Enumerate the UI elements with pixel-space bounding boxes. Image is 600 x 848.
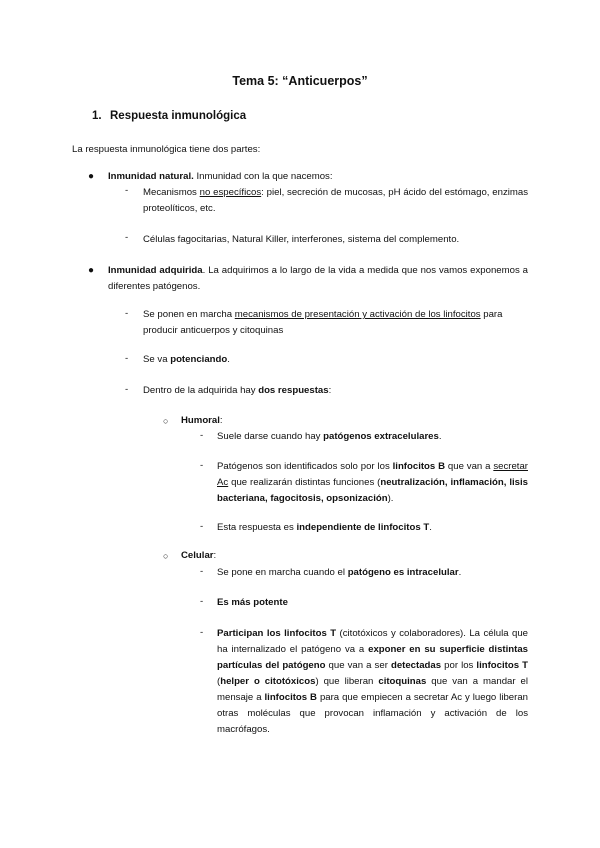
dash-marker: -: [200, 566, 204, 577]
adquirida-label: Inmunidad adquirida: [108, 265, 203, 276]
circle-marker: ○: [163, 416, 169, 426]
humoral-item-1: [217, 429, 528, 445]
text-run: que van a mandar el mensaje a: [217, 676, 528, 703]
humoral-item-3: [217, 520, 528, 536]
adquirida-text: . La adquirimos a lo largo de la vida a medida que nos vamos exponemos a diferentes patógenos.: [108, 265, 529, 292]
text-run: Suele darse cuando hay: [217, 431, 324, 442]
text-run: (citotóxicos y colaboradores). La célula que ha internalizado el patógeno va a: [217, 628, 528, 655]
dash-marker: -: [125, 353, 129, 364]
bold-text: dos respuestas: [258, 385, 329, 396]
bold-text: patógenos extracelulares: [323, 431, 439, 442]
underlined-text: secretar Ac: [217, 461, 528, 488]
dash-marker: -: [125, 308, 129, 319]
humoral-label: Humoral: [181, 415, 220, 426]
adquirida-item-2: [143, 352, 528, 368]
bold-text: linfocitos B: [392, 461, 446, 472]
bold-text: Es más potente: [217, 597, 288, 608]
text-run: .: [429, 522, 432, 533]
text-run: ).: [387, 493, 394, 504]
text-run: :: [328, 385, 332, 396]
text-run: .: [458, 567, 462, 578]
text-run: Patógenos son identificados solo por los: [217, 461, 393, 472]
bullet-marker: ●: [88, 265, 95, 276]
natural-text: Inmunidad con la que nacemos:: [193, 171, 333, 182]
text-run: que van a ser: [325, 660, 391, 671]
text-run: ) que liberan: [315, 676, 379, 687]
text-run: para producir anticuerpos y citoquinas: [143, 309, 503, 336]
bold-text: linfocitos B: [264, 692, 317, 703]
adquirida-paragraph: [108, 263, 528, 295]
text-run: .: [227, 354, 230, 365]
underlined-text: mecanismos de presentación y activación de los linfocitos: [234, 309, 481, 320]
circle-marker: ○: [163, 551, 169, 561]
dash-marker: -: [200, 596, 204, 607]
celular-item-1: [217, 565, 528, 581]
bullet-marker: ●: [88, 171, 95, 182]
bold-text: citoquinas: [378, 676, 427, 687]
humoral-item-2: [217, 459, 528, 507]
bold-text: exponer en su superficie distintas partículas del patógeno: [217, 644, 529, 671]
dash-marker: -: [125, 232, 129, 243]
intro-text: La respuesta inmunológica tiene dos partes:: [72, 144, 261, 155]
dash-marker: -: [200, 521, 204, 532]
text-run: Se ponen en marcha: [143, 309, 235, 320]
celular-item-3: [217, 626, 528, 738]
natural-item-1: [143, 185, 528, 217]
section-number: 1.: [92, 110, 102, 122]
celular-heading: [181, 548, 216, 564]
natural-label: Inmunidad natural.: [108, 171, 194, 182]
text-run: para que empiecen a secretar Ac y luego liberan otras moléculas que provocan inflamación y activación de los macrófagos.: [217, 692, 528, 735]
dash-marker: -: [200, 627, 204, 638]
bold-text: patógeno es intracelular: [347, 567, 459, 578]
text-run: : piel, secreción de mucosas, pH ácido del estómago, enzimas proteolíticos, etc.: [143, 187, 529, 214]
text-run: (: [217, 676, 221, 687]
text-run: que van a: [445, 461, 494, 472]
text-run: que realizarán distintas funciones (: [228, 477, 381, 488]
adquirida-item-1: [143, 307, 533, 339]
text-run: Mecanismos: [143, 187, 200, 198]
natural-paragraph: [108, 169, 528, 185]
dash-marker: -: [200, 460, 204, 471]
text-run: :: [219, 415, 223, 426]
text-run: Esta respuesta es: [217, 522, 297, 533]
bold-text: potenciando: [170, 354, 228, 365]
text-run: por los: [441, 660, 477, 671]
adquirida-item-3: [143, 383, 528, 399]
document-title: Tema 5: “Anticuerpos”: [232, 74, 368, 88]
dash-marker: -: [125, 384, 129, 395]
text-run: Se pone en marcha cuando el: [217, 567, 348, 578]
text-run: Dentro de la adquirida hay: [143, 385, 259, 396]
bold-text: helper o citotóxicos: [220, 676, 316, 687]
dash-marker: -: [125, 185, 129, 196]
bold-text: detectadas: [390, 660, 442, 671]
text-run: Se va: [143, 354, 171, 365]
humoral-heading: [181, 413, 223, 429]
bold-text: linfocitos T: [476, 660, 528, 671]
bold-text: neutralización, inflamación, lisis bacteriana, fagocitosis, opsonización: [217, 477, 528, 504]
dash-marker: -: [200, 430, 204, 441]
bold-text: Participan los linfocitos T: [217, 628, 337, 639]
text-run: .: [438, 431, 442, 442]
bold-text: independiente de linfocitos T: [296, 522, 430, 533]
celular-item-2: [217, 595, 528, 611]
section-heading: [92, 110, 246, 122]
text-run: :: [213, 550, 217, 561]
section-title: Respuesta inmunológica: [110, 110, 247, 122]
natural-item-2: Células fagocitarias, Natural Killer, interferones, sistema del complemento.: [143, 234, 460, 245]
underlined-text: no específicos: [199, 187, 262, 198]
celular-label: Celular: [181, 550, 214, 561]
